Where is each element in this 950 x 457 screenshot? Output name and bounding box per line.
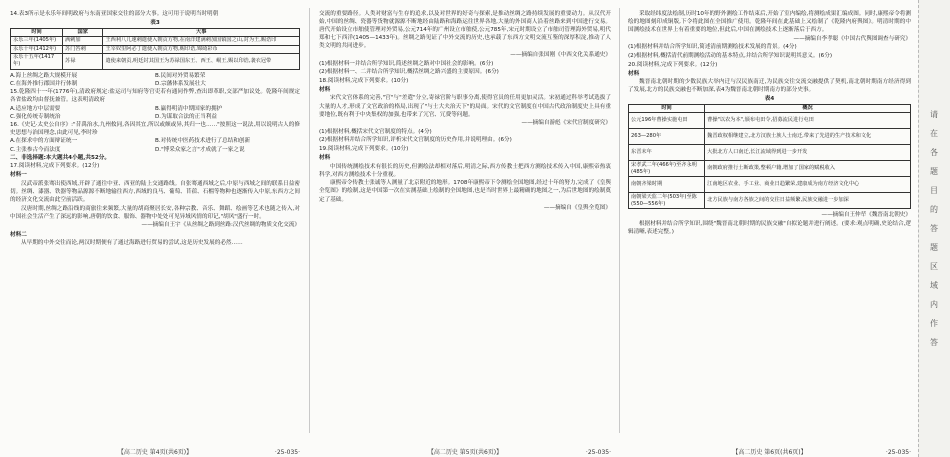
material-paragraph: 康熙帝令传教士张诚等人测量了北京附近的地形。1708年康熙帝下令测绘全国地图,经过十年的努力,完成了《皇舆全览图》的绘制,这是中国第一次在实测基础上绘制的全国地图,也是当时世界上最精确的地图之一,为后世地图的绘制奠定了基础。 <box>319 180 611 203</box>
question-18: 18.阅读材料,完成下列要求。(10分) <box>319 77 409 84</box>
table-cell: 王宰奴里阿必丁遣使入朝贡方物,赐印诰,锦绮彩币 <box>103 45 300 53</box>
q15-options-row <box>10 113 300 121</box>
material-label: 材料 <box>319 155 331 162</box>
sub-question: 根据材料并结合所学知识,围绕"魏晋南北朝时期的民族交融"自拟论题并进行阐述。(要求:观点明确,史论结合,逻辑清晰,表述完整。) <box>628 221 911 236</box>
material-paragraph: 中国传统测绘技术有很长的历史,但测绘法却相对落后,明清之际,西方传教士把西方测绘技术传入中国,康熙帝热衷科学,对西方测绘技术十分重视。 <box>319 163 611 178</box>
table-cell: 永乐十年(1412年) <box>11 45 63 53</box>
question-16: 16.《史记·太史公自序》:"昔禹治水,九州攸同,各因其宜,所以或颇或异,其归一也……"按照这一说法,用以说明古人的修史思想与治国理念,由此可见,李时珍 <box>10 121 300 136</box>
strip-notice: 请在各题目的答题区域内作答 <box>930 110 938 347</box>
sub-question: (2)根据材料一、二并结合所学知识,概括丝绸之路兴盛的主要原因。(6分) <box>319 69 499 76</box>
table-3 <box>10 28 300 70</box>
question-17: 17.阅读材料,完成下列要求。(12分) <box>10 163 100 170</box>
material-source: ——摘编自游彪《宋代官制度研究》 <box>521 120 611 127</box>
sub-question: (2)根据材料并结合所学知识,评析宋代文官制度的历史作用,并说明理由。(6分) <box>319 137 512 144</box>
table-row <box>629 193 911 209</box>
material-label: 材料 <box>628 70 640 77</box>
table-cell: 南朝政府推行土断政策,整顿户籍,增加了国家的赋税收入 <box>705 161 911 177</box>
material-label: 材料一 <box>10 172 27 179</box>
q15-options-row <box>10 105 300 113</box>
material-paragraph: 交流的重要路径。人类对财富与生存的追求,以及对世界的好奇与探索,是推动丝绸之路持续发展的重要动力。从汉代开始,中国的丝绸、瓷器等货物就源源不断地经由陆路和海路运往世界各地,大量的外国商人沿着丝路来到中国进行交易。唐代开始设立市舶使管理对外贸易,公元714年的广州设立市舶使,公元785年,宋元时期设立了市舶司管理海外贸易,明代郑和七下西洋(1405—1433年)。丝绸之路见证了中外交流的历史,也承载了东西方文明交流互鉴的深厚积淀,推动了人类文明的共同进步。 <box>319 11 611 50</box>
material-paragraph: 宋代文官体系的完善,"官"与"差遣"分立,寄禄官阶与职事分离,使得官员的任用更加灵活。宋初通过科举考试选拔了大量的人才,形成了文官政治的格局,出现了"与士大夫治天下"的局面。宋代的文官制度在中国古代政治制度史上具有重要地位,既有利于中央集权的加强,也带来了冗官、冗费等问题。 <box>319 95 611 118</box>
column-divider <box>309 8 310 433</box>
table-row <box>11 53 300 69</box>
left-column <box>10 10 300 431</box>
table-4-header: 时间 <box>629 105 705 113</box>
option-b[interactable]: B.民间对外贸易繁荣 <box>155 72 206 79</box>
binding-strip <box>918 0 950 457</box>
table-cell: 南朝齐梁时期 <box>629 177 705 193</box>
column-divider <box>619 8 620 433</box>
exam-code: ·25-035· <box>585 449 611 456</box>
page-number: 【高二历史 第5页(共6页)】 <box>427 449 503 456</box>
table-cell: 江南地区农业、手工业、商业日趋繁荣,建康成为南方经济文化中心 <box>705 177 911 193</box>
option-d[interactable]: D.宗藩体系发展壮大 <box>155 80 206 87</box>
table-cell: 苏禄 <box>63 53 103 69</box>
option-c[interactable]: C.主张参古今而法度 <box>10 146 61 153</box>
material-paragraph: 采取经纬度法绘制,历时10年的野外测绘工作结束后,开始了室内编绘,将测绘成果汇编成图。同时,康熙帝令将测绘的地图刻印成铜版,下令将此图在全国推广使用。乾隆年间在此基础上又绘制了《乾隆内府舆图》。明清时期的中国测绘技术在世界上有着重要的地位,但此后,中国在测绘技术上逐渐落后于西方。 <box>628 11 911 34</box>
material-label: 材料二 <box>10 231 27 238</box>
q14-options-row <box>10 80 300 88</box>
table-3-header: 大事 <box>103 28 300 36</box>
sub-question: (1)根据材料,概括宋代文官制度的特点。(4分) <box>319 128 432 135</box>
option-c[interactable]: C.强化传统专制统治 <box>10 113 61 120</box>
section-heading: 二、非选择题:本大题共4小题,共52分。 <box>10 154 110 161</box>
material-label: 材料 <box>319 86 331 93</box>
table-3-header: 国家 <box>63 28 103 36</box>
option-d[interactable]: D.为谋取合法的正当利益 <box>155 113 218 120</box>
option-a[interactable]: A.适应地方中层需要 <box>10 105 61 112</box>
material-source: ——摘编自张国刚《中西文化关系通史》 <box>510 51 611 58</box>
material-source: ——摘编自《皇舆全览图》 <box>543 205 611 212</box>
material-source: ——摘编自王仲荦《魏晋南北朝史》 <box>821 212 911 219</box>
table-cell: 公元196年曹操实施屯田 <box>629 113 705 129</box>
question-20: 20.阅读材料,完成下列要求。(12分) <box>628 61 718 68</box>
table-cell: 大批北方人口南迁,长江流域得到进一步开发 <box>705 145 911 161</box>
material-paragraph: 魏晋南北朝时期的少数民族大举内迁与汉民族南迁,为民族交往交流交融提供了契机,南北朝时期南方经济得到了发展,北方的民族交融也不断加深,表4为魏晋南北朝时期南方的部分史事。 <box>628 79 911 94</box>
page-number: 【高二历史 第4页(共6页)】 <box>117 449 193 456</box>
option-a[interactable]: A.海上丝绸之路大规模开展 <box>10 72 78 79</box>
table-row <box>629 113 911 129</box>
table-cell: 魏晋政权相继建立,北方汉族士族人士南迁,带来了先进的生产技术和文化 <box>705 129 911 145</box>
table-row <box>629 177 911 193</box>
sub-question: (2)根据材料,概括清代前期测绘活动的基本特点,并结合所学知识说明其意义。(6分) <box>628 52 832 59</box>
q16-options-row <box>10 137 300 145</box>
table-cell: 263—280年 <box>629 129 705 145</box>
exam-code: ·25-035· <box>885 449 911 456</box>
material-source: ——摘编自王宇《从丝绸之路到丝路:汉代丝绸的物质文化交流》 <box>141 222 300 229</box>
exam-code: ·25-035· <box>274 449 300 456</box>
table-cell: 永乐十五年(1417年) <box>11 53 63 69</box>
table-4-title: 表4 <box>764 95 775 102</box>
option-b[interactable]: B.对传统中医药技术进行了总结和创新 <box>155 138 251 145</box>
table-cell: 满剌加 <box>63 37 103 45</box>
option-c[interactable]: C.在海外推行郡国并行体制 <box>10 80 78 87</box>
material-paragraph: 汉武帝派张骞出使西域,开辟了通往中亚、西亚的陆上交通路线。自张骞通西域之后,中原与西域之间的联系日益密切。丝绸、漆器、铁器等物品源源不断地输往西方,西域的良马、葡萄、苜蓿、石榴等物种也逐渐传入中原,东西方之间的经济文化交流由此空前活跃。 <box>10 180 300 204</box>
table-cell: 北方民族与南方各族之间的交往日益频繁,民族交融进一步加深 <box>705 193 911 209</box>
table-cell: 宋孝武二年(466年)至齐永明(485年) <box>629 161 705 177</box>
page-number: 【高二历史 第6页(共6页)】 <box>732 449 807 456</box>
material-paragraph: 从早期的中外交往而论,两汉时期便有了通过海路进行贸易的尝试,这是历史发展的必然…… <box>21 240 243 247</box>
middle-column <box>319 10 611 431</box>
sub-question: (1)根据材料一并结合所学知识,简述丝绸之路对中国社会的影响。(6分) <box>319 60 494 67</box>
table-cell: 东晋末年 <box>629 145 705 161</box>
question-19: 19.阅读材料,完成下列要求。(10分) <box>319 146 409 152</box>
option-d[interactable]: D."博采众家之言"才成就了一家之说 <box>155 146 245 153</box>
table-cell: 南朝梁天监二年(503年)至陈(550—556年) <box>629 193 705 209</box>
table-row <box>629 161 911 177</box>
option-a[interactable]: A.在探求中的方面辩证统一 <box>10 138 78 145</box>
table-cell: 王西利八儿速剌遣使入朝贡方物,在南洋建满剌加国镇国之山,封为王,赐诰印 <box>103 37 300 45</box>
table-cell: 遣使来朝贡,明廷封其国王为苏禄国东王、西王、峒王,赐以印诰,袭衣冠带 <box>103 53 300 69</box>
question-14: 14.表3所示是永乐年间明政府与东南亚国家交往的部分大事。这可用于说明当时明朝 <box>10 11 219 17</box>
table-cell: 曹操"以农为本",颁布屯田令,招募流民进行屯田 <box>705 113 911 129</box>
table-3-title: 表3 <box>150 19 160 26</box>
option-b[interactable]: B.赢得明清中期国家的拥护 <box>155 105 223 112</box>
q16-options-row <box>10 146 300 154</box>
table-cell: 苏门答剌 <box>63 45 103 53</box>
material-paragraph: 汉唐时期,丝绸之路沿线的商旅往来频繁,大量的胡商聚居长安,各种宗教、音乐、舞蹈、绘画等艺术也随之传入,对中国社会生活产生了深远的影响,唐朝的饮食、服饰、器物中处处可见异域风情的印记,"胡风"盛行一时。 <box>10 205 300 220</box>
table-row <box>629 145 911 161</box>
table-cell: 永乐三年(1405年) <box>11 37 63 45</box>
sub-question: (1)根据材料并结合所学知识,简述清前期测绘技术发展的背景。(4分) <box>628 44 797 51</box>
table-3-header: 时间 <box>11 28 63 36</box>
table-row <box>11 37 300 45</box>
material-source: ——摘编自李孝聪《中国古代舆图调查与研究》 <box>793 35 911 42</box>
question-15: 15.乾隆四十一年(1776年),清政府规定:盐运司与知府等官吏若有通同作弊,查出即革职,交部严加议处。乾隆年间规定各省盐政均由督抚兼管。这表明清政府 <box>10 88 300 103</box>
table-row <box>629 129 911 145</box>
table-4 <box>628 104 911 209</box>
table-4-header: 概况 <box>705 105 911 113</box>
right-column <box>628 10 911 431</box>
q14-options-row <box>10 72 300 80</box>
table-row <box>11 45 300 53</box>
